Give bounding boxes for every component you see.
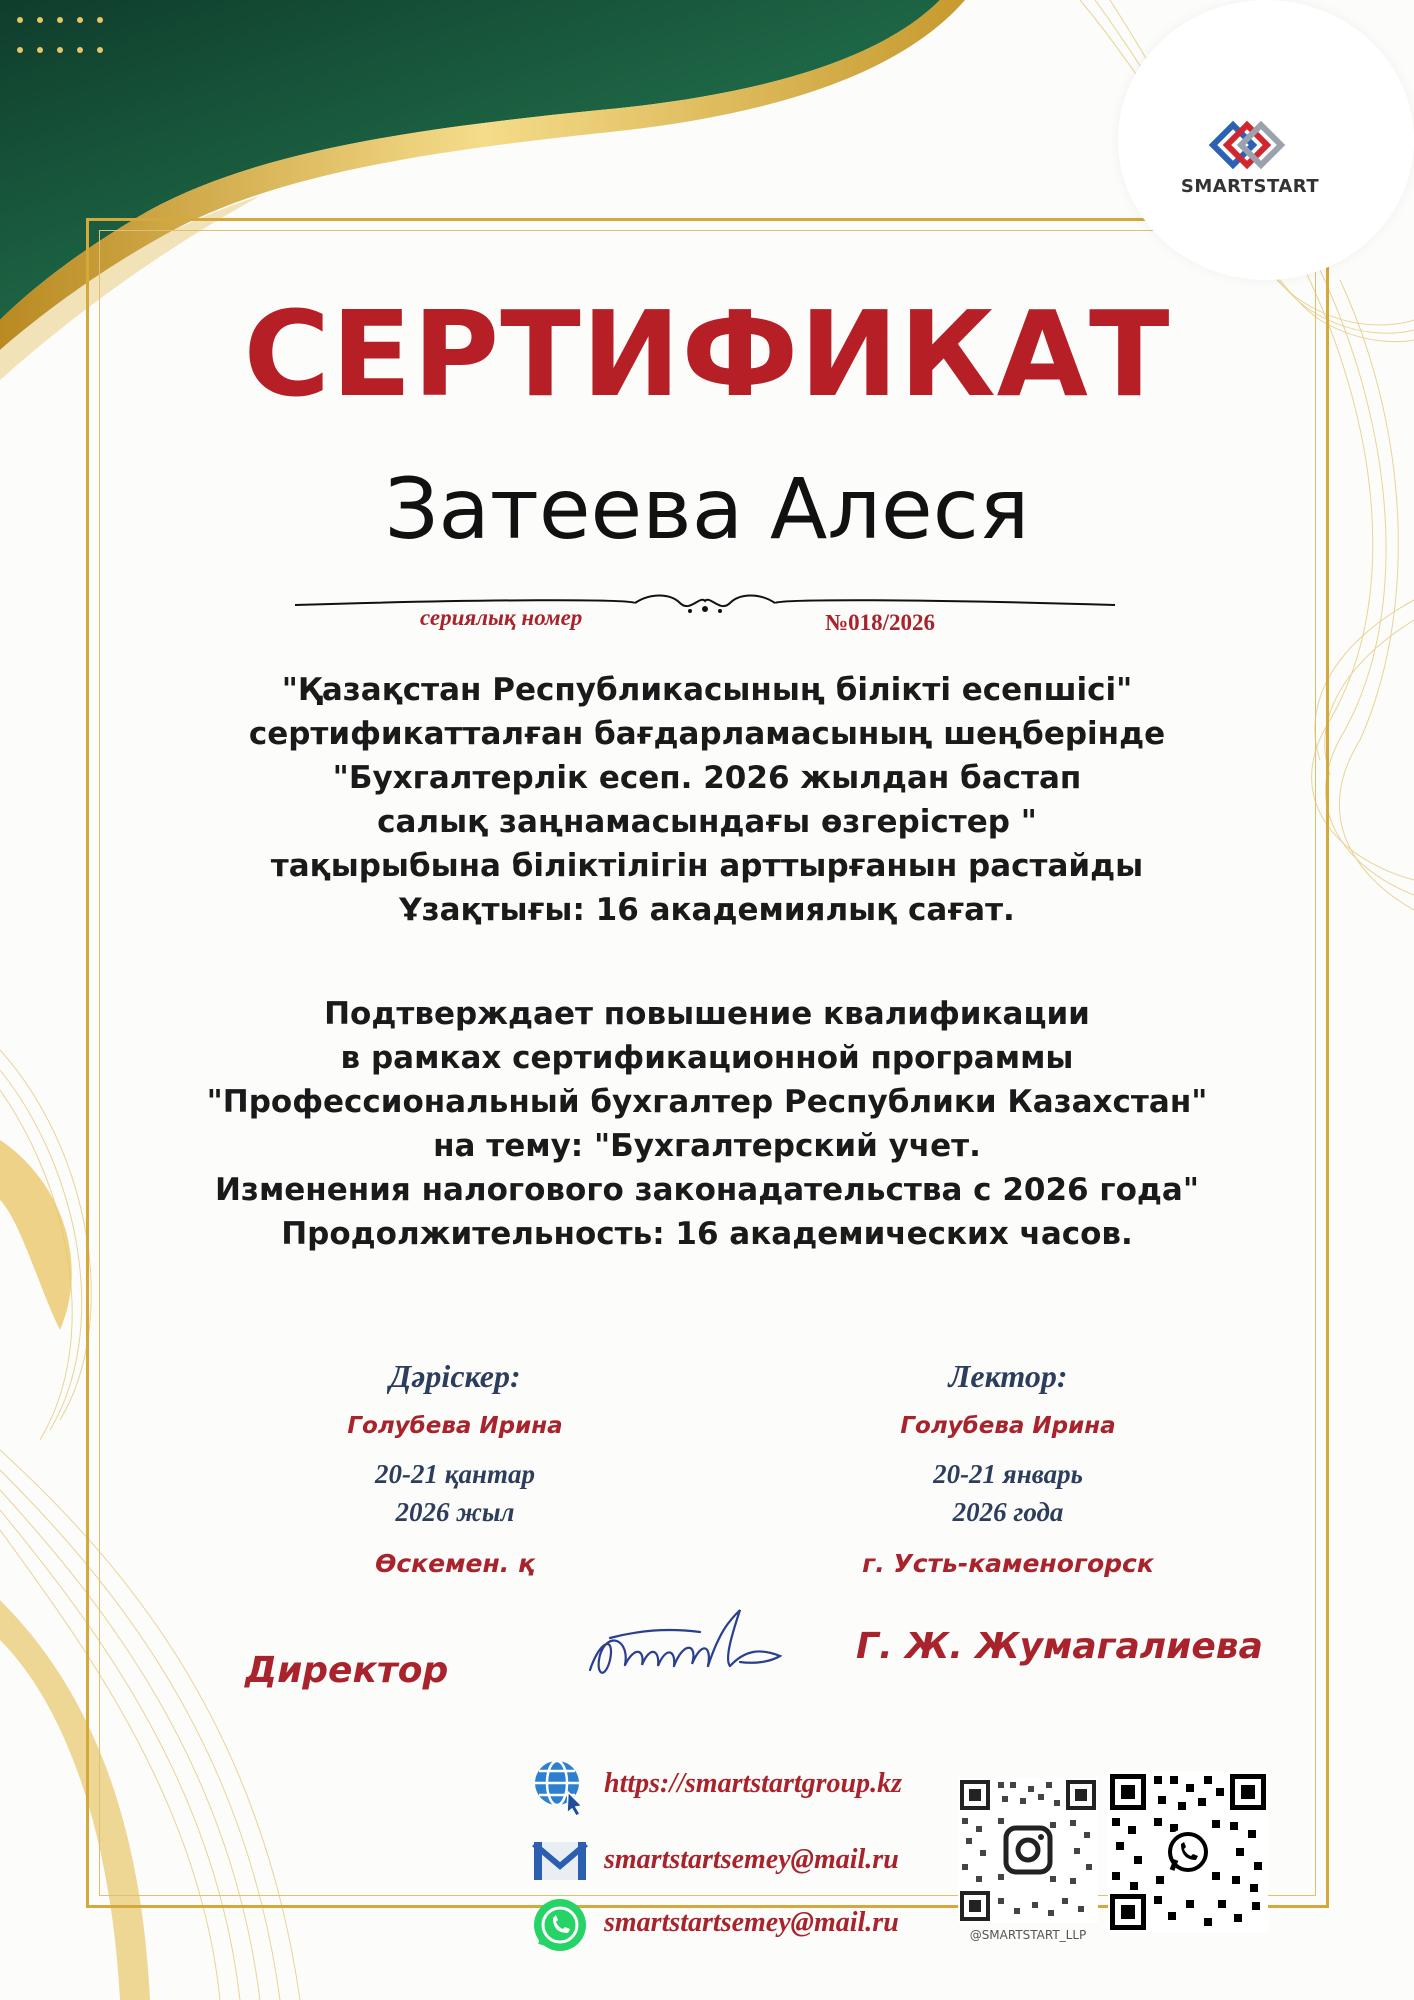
whatsapp-icon [530,1895,590,1955]
ru-line: Подтверждает повышение квалификации [324,996,1090,1032]
serial-label: сериялық номер [420,605,583,630]
instagram-qr-code[interactable] [958,1778,1098,1923]
recipient-name: Затеева Алеся [384,460,1030,558]
lecturer-block-kz [245,1358,665,1578]
kz-line: салық заңнамасындағы өзгерістер " [377,804,1037,840]
city: г. Усть-каменогорск [862,1549,1154,1578]
instagram-handle: @SMARTSTART_LLP [969,1928,1087,1942]
whatsapp-contact[interactable] [530,1895,950,1955]
date-year: 2026 года [952,1497,1064,1527]
divider-ornament [290,585,1120,625]
date-line: 20-21 январь [933,1459,1083,1489]
whatsapp-address[interactable]: smartstartsemey@mail.ru [604,1907,899,1938]
serial-number: №018/2026 [825,610,936,635]
russian-description [0,992,1414,1256]
kz-line: "Қазақстан Республикасының білікті есепшісі" [281,672,1133,708]
kazakh-description [0,668,1414,932]
role-label: Дәріскер: [389,1358,521,1394]
website-link[interactable]: https://smartstartgroup.kz [604,1768,902,1799]
director-signature [580,1600,810,1700]
website-contact[interactable] [530,1756,950,1816]
role-label: Лектор: [948,1358,1068,1394]
whatsapp-qr-code[interactable] [1108,1772,1268,1932]
kz-line: тақырыбына біліктілігін арттырғанын растайды [270,848,1144,884]
ru-line: в рамках сертификационной программы [340,1040,1074,1076]
lecturer-block-ru [798,1358,1218,1578]
date-line: 20-21 қантар [375,1459,535,1489]
director-title: Директор [245,1650,449,1691]
ru-line: Изменения налогового законадательства с 2026 года" [214,1172,1199,1208]
brand-name: SMARTSTART [1180,176,1320,197]
email-address[interactable]: smartstartsemey@mail.ru [604,1844,899,1875]
email-contact[interactable] [530,1830,950,1890]
ru-line: на тему: "Бухгалтерский учет. [433,1128,981,1164]
mail-icon [530,1830,590,1890]
ru-line: Продолжительность: 16 академических часов. [281,1216,1133,1252]
director-name: Г. Ж. Жумагалиева [856,1626,1263,1667]
globe-icon [530,1756,590,1816]
date-year: 2026 жыл [395,1497,515,1527]
certificate-title: СЕРТИФИКАТ [243,285,1171,423]
kz-line: "Бухгалтерлік есеп. 2026 жылдан бастап [332,760,1082,796]
kz-line: Ұзақтығы: 16 академиялық сағат. [399,892,1015,928]
city: Өскемен. қ [375,1549,535,1578]
smartstart-logo-icon [1203,110,1293,180]
lecturer-name: Голубева Ирина [900,1413,1116,1439]
lecturer-name: Голубева Ирина [347,1413,563,1439]
ru-line: "Профессиональный бухгалтер Республики Казахстан" [206,1084,1208,1120]
kz-line: сертификатталған бағдарламасының шеңберінде [248,716,1166,752]
